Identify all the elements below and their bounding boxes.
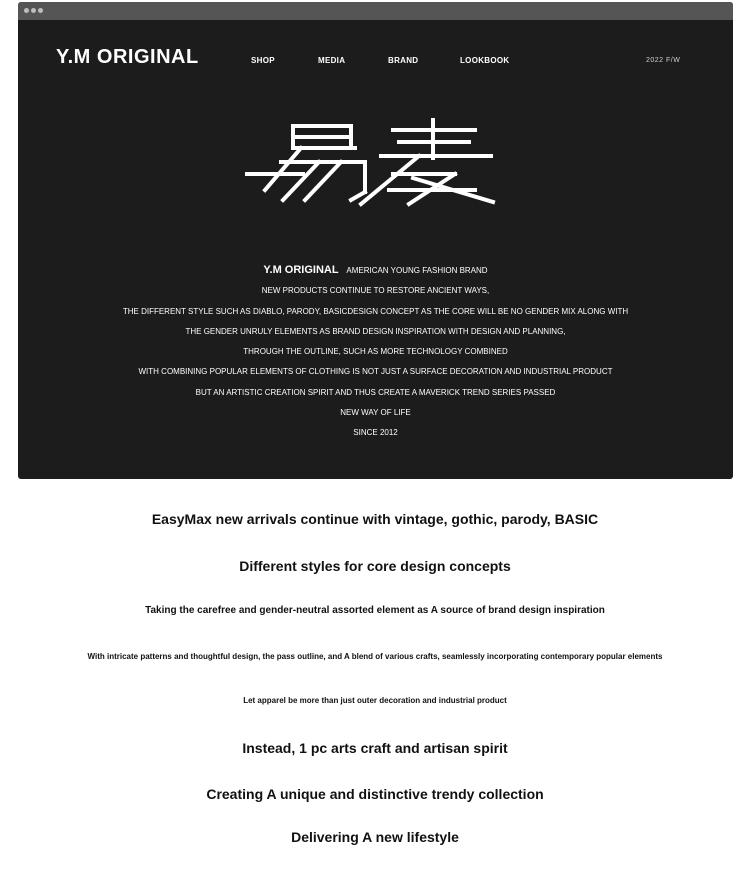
description-text: Taking the carefree and gender-neutral assorted element as A source of brand design inspiration — [145, 605, 605, 616]
description-text: Let apparel be more than just outer decoration and industrial product — [243, 696, 507, 705]
description-heading: Instead, 1 pc arts craft and artisan spirit — [242, 740, 508, 756]
description-text: With intricate patterns and thoughtful design, the pass outline, and A blend of various crafts, seamlessly incorporating contemporary popular elements — [87, 652, 663, 661]
brand-statement — [18, 260, 733, 444]
window-titlebar — [18, 2, 733, 20]
since-label: SINCE 2012 — [353, 428, 398, 438]
brand-name: Y.M ORIGINAL — [263, 264, 339, 276]
window-maximize-dot[interactable] — [38, 8, 43, 13]
description-heading: EasyMax new arrivals continue with vintage, gothic, parody, BASIC — [151, 511, 599, 527]
brand-intro-line — [18, 260, 733, 281]
statement-line: WITH COMBINING POPULAR ELEMENTS OF CLOTHING IS NOT JUST A SURFACE DECORATION AND INDUSTRIAL PRODUCT — [138, 367, 613, 377]
nav-shop[interactable]: SHOP — [251, 56, 275, 65]
statement-line: BUT AN ARTISTIC CREATION SPIRIT AND THUS CREATE A MAVERICK TREND SERIES PASSED — [195, 387, 556, 397]
description-heading: Different styles for core design concepts — [239, 558, 511, 574]
calligraphy-logo-icon — [243, 114, 498, 209]
statement-line: THE DIFFERENT STYLE SUCH AS DIABLO, PARODY, BASICDESIGN CONCEPT AS THE CORE WILL BE NO GENDER MIX ALONG WITH — [122, 306, 629, 316]
statement-line: THROUGH THE OUTLINE, SUCH AS MORE TECHNOLOGY COMBINED — [243, 347, 508, 357]
browser-window — [18, 2, 733, 479]
statement-line: NEW PRODUCTS CONTINUE TO RESTORE ANCIENT WAYS, — [261, 286, 490, 296]
season-label: 2022 F/W — [646, 57, 681, 64]
description-heading: Creating A unique and distinctive trendy collection — [206, 786, 544, 802]
brand-logo[interactable]: Y.M ORIGINAL — [56, 46, 199, 68]
statement-line: THE GENDER UNRULY ELEMENTS AS BRAND DESIGN INSPIRATION WITH DESIGN AND PLANNING, — [185, 326, 566, 336]
nav-lookbook[interactable]: LOOKBOOK — [460, 56, 510, 65]
window-minimize-dot[interactable] — [31, 8, 36, 13]
description-heading: Delivering A new lifestyle — [291, 829, 459, 845]
brand-tagline: AMERICAN YOUNG FASHION BRAND — [346, 266, 488, 275]
statement-line: NEW WAY OF LIFE — [340, 408, 411, 418]
window-close-dot[interactable] — [24, 8, 29, 13]
nav-brand[interactable]: BRAND — [388, 56, 419, 65]
nav-media[interactable]: MEDIA — [318, 56, 346, 65]
